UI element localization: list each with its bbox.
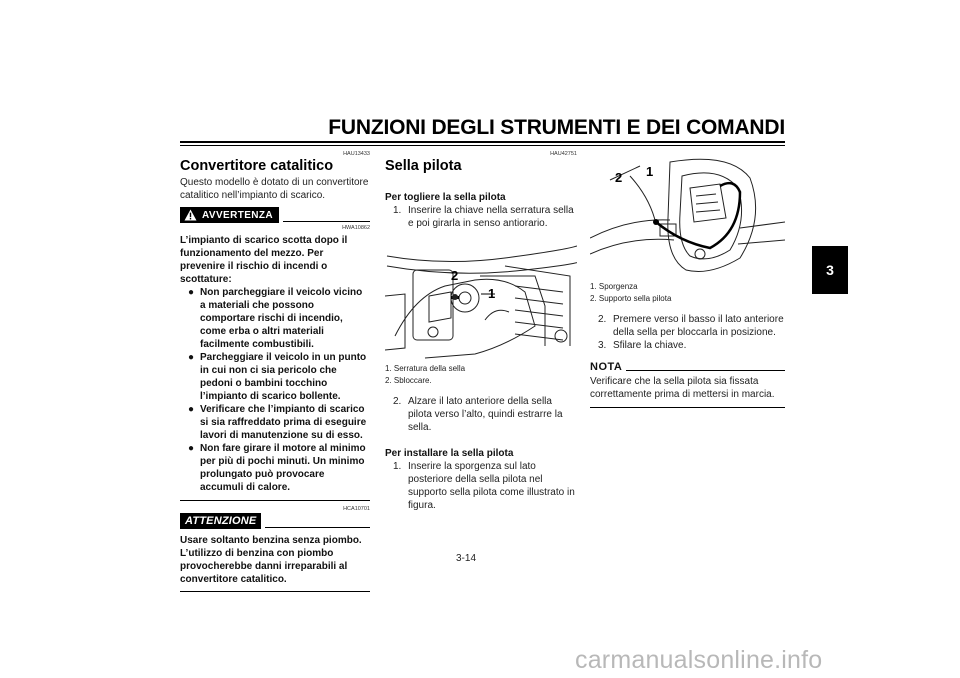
figure-caption: 2. Sbloccare.	[385, 376, 432, 385]
caution-end-rule	[180, 591, 370, 592]
watermark: carmanualsonline.info	[575, 646, 823, 674]
list-item: ● Verificare che l’impianto di scarico si sia raffreddato prima di eseguire lavori di manutenzione su di esso.	[188, 404, 367, 441]
warning-triangle-icon	[184, 209, 197, 221]
section-code: HAU42751	[550, 151, 577, 157]
note-text: Verificare che la sella pilota sia fissata correttamente prima di mettersi in marcia.	[590, 376, 775, 400]
figure-caption: 1. Serratura della sella	[385, 364, 466, 373]
bullet-icon: ●	[188, 404, 195, 415]
caution-text: Usare soltanto benzina senza piombo. L’utilizzo di benzina con piombo provocherebbe danni irreparabili al convertitore catalitico.	[180, 535, 362, 585]
column-catalytic-converter	[180, 151, 370, 592]
chapter-tab: 3	[812, 246, 848, 294]
section-code: HAU13433	[343, 151, 370, 157]
seat-lock-illustration	[385, 236, 577, 360]
bullet-icon: ●	[188, 443, 195, 454]
note-line	[626, 370, 785, 371]
header-rule	[180, 141, 785, 143]
note-end-rule	[590, 407, 785, 408]
subheading-install: Per installare la sella pilota	[385, 448, 514, 459]
list-item: 2. Alzare il lato anteriore della sella pilota verso l’alto, quindi estrarre la sella.	[393, 396, 563, 433]
caution-header	[180, 513, 370, 529]
list-item: 1. Inserire la chiave nella serratura sella e poi girarla in senso antiorario.	[393, 205, 574, 229]
column-seat-install	[590, 158, 785, 408]
list-item: 2. Premere verso il basso il lato anteriore della sella per bloccarla in posizione.	[598, 314, 784, 338]
note-header	[590, 361, 785, 373]
figure-label: 2	[615, 170, 623, 185]
figure-label: 1	[646, 164, 654, 179]
bullet-icon: ●	[188, 352, 195, 363]
figure-label: 1	[488, 286, 496, 301]
warning-text: L’impianto di scarico scotta dopo il funzionamento del mezzo. Per prevenire il rischio di incendi o scottature:	[180, 235, 348, 285]
list-item: ● Non parcheggiare il veicolo vicino a materiali che possono comportare rischi di incendio, come erba o altri materiali facilmente combustibili.	[188, 287, 363, 350]
note-label: NOTA	[590, 361, 623, 373]
caution-line	[265, 527, 370, 528]
warning-line	[283, 221, 370, 222]
list-item: ● Non fare girare il motore al minimo per più di pochi minuti. Un minimo prolungato può provocare accumuli di calore.	[188, 443, 366, 493]
page-number: 3-14	[456, 553, 477, 564]
warning-code: HWA10862	[342, 225, 370, 231]
list-item: 3. Sfilare la chiave.	[598, 340, 687, 351]
section-title: Sella pilota	[385, 158, 462, 174]
caution-label: ATTENZIONE	[180, 513, 261, 529]
subheading-remove: Per togliere la sella pilota	[385, 192, 506, 203]
figure-caption: 1. Sporgenza	[590, 282, 638, 291]
seat-bracket-illustration	[590, 158, 785, 278]
warning-label	[180, 207, 279, 223]
figure-caption: 2. Supporto sella pilota	[590, 294, 672, 303]
bullet-icon: ●	[188, 287, 195, 298]
warning-header	[180, 207, 370, 223]
warning-bullets	[180, 286, 370, 494]
page-header: FUNZIONI DEGLI STRUMENTI E DEI COMANDI	[328, 116, 785, 139]
warning-end-rule	[180, 500, 370, 501]
caution-code: HCA10701	[343, 506, 370, 512]
intro-text: Questo modello è dotato di un convertitore catalitico nell’impianto di scarico.	[180, 177, 369, 201]
section-title: Convertitore catalitico	[180, 158, 334, 174]
figure-label: 2	[451, 268, 459, 283]
list-item: 1. Inserire la sporgenza sul lato posteriore della sella pilota nel supporto sella pilota come illustrato in figura.	[393, 461, 575, 511]
header-rule-thin	[180, 145, 785, 146]
warning-label-text: AVVERTENZA	[202, 209, 274, 221]
column-seat-removal	[385, 151, 577, 512]
list-item: ● Parcheggiare il veicolo in un punto in cui non ci sia pericolo che pedoni o bambini tocchino l’impianto di scarico bollente.	[188, 352, 367, 402]
